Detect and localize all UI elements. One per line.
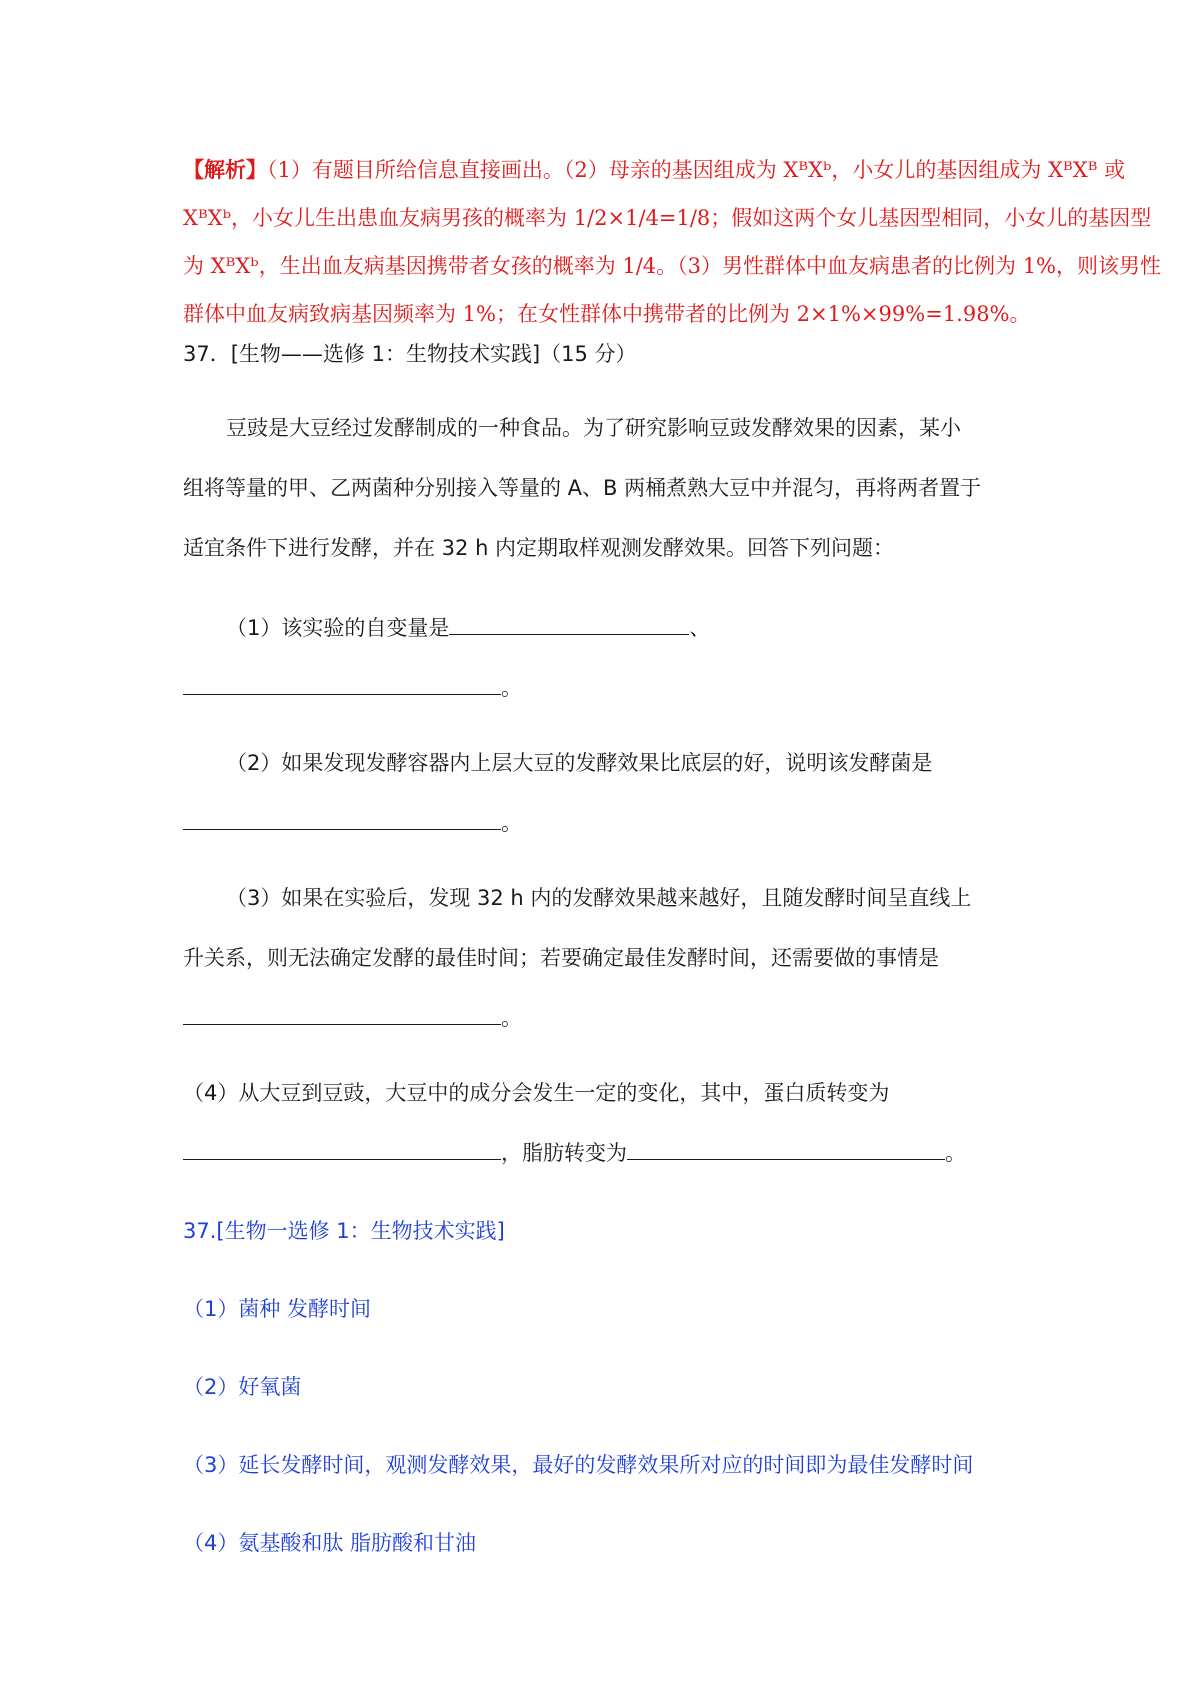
- question-3-line-2: 升关系，则无法确定发酵的最佳时间；若要确定最佳发酵时间，还需要做的事情是: [183, 946, 939, 970]
- question-intro-line-3: 适宜条件下进行发酵，并在 32 h 内定期取样观测发酵效果。回答下列问题：: [183, 536, 895, 560]
- analysis-label: 【解析】: [183, 157, 267, 182]
- period: 。: [945, 1141, 966, 1165]
- question-4-cont: [183, 1137, 966, 1167]
- answer-1: （1）菌种 发酵时间: [183, 1297, 372, 1321]
- question-1-cont: [183, 672, 522, 702]
- question-4-line-1: （4）从大豆到豆豉，大豆中的成分会发生一定的变化，其中，蛋白质转变为: [183, 1081, 890, 1105]
- answer-blank-1b[interactable]: [183, 674, 501, 695]
- question-2-cont: [183, 807, 522, 837]
- question-1-separator: 、: [689, 616, 711, 640]
- question-4-mid: ，脂肪转变为: [501, 1141, 627, 1165]
- answer-2: （2）好氧菌: [183, 1375, 302, 1399]
- question-2: （2）如果发现发酵容器内上层大豆的发酵效果比底层的好，说明该发酵菌是: [226, 751, 933, 775]
- question-3-line-1: （3）如果在实验后，发现 32 h 内的发酵效果越来越好，且随发酵时间呈直线上: [226, 886, 972, 910]
- question-heading: 37．[生物——选修 1：生物技术实践]（15 分）: [183, 342, 637, 366]
- answer-blank-4b[interactable]: [627, 1139, 945, 1160]
- answer-blank-1a[interactable]: [449, 614, 689, 635]
- period: 。: [501, 811, 522, 835]
- answer-3: （3）延长发酵时间，观测发酵效果，最好的发酵效果所对应的时间即为最佳发酵时间: [183, 1453, 974, 1477]
- question-3-cont: [183, 1002, 522, 1032]
- analysis-text: （1）有题目所给信息直接画出。（2）母亲的基因组成为 XᴮXᵇ，小女儿的基因组成为 XᴮXᴮ 或 XᴮXᵇ，小女儿生出患血友病男孩的概率为 1/2×1/4=1/8；假如这两个女儿基因型相同，小女儿的基因型为 XᴮXᵇ，生出血友病基因携带者女孩的概率为 1/4。（3）男性群体中血友病患者的比例为 1%，则该男性群体中血友病致病基因频率为 1%；在女性群体中携带者的比例为 2×1%×99%=1.98%。: [183, 158, 1162, 326]
- answer-heading: 37.[生物一选修 1：生物技术实践]: [183, 1219, 505, 1243]
- period: 。: [501, 676, 522, 700]
- answer-blank-2[interactable]: [183, 809, 501, 830]
- answer-4: （4）氨基酸和肽 脂肪酸和甘油: [183, 1531, 477, 1555]
- question-intro-line-2: 组将等量的甲、乙两菌种分别接入等量的 A、B 两桶煮熟大豆中并混匀，再将两者置于: [183, 476, 982, 500]
- answer-blank-3[interactable]: [183, 1004, 501, 1025]
- answer-blank-4a[interactable]: [183, 1139, 501, 1160]
- question-1: [226, 612, 710, 642]
- question-1-text: （1）该实验的自变量是: [226, 616, 450, 640]
- period: 。: [501, 1006, 522, 1030]
- question-intro-line-1: 豆豉是大豆经过发酵制成的一种食品。为了研究影响豆豉发酵效果的因素，某小: [226, 416, 961, 440]
- analysis-paragraph: [183, 146, 1171, 338]
